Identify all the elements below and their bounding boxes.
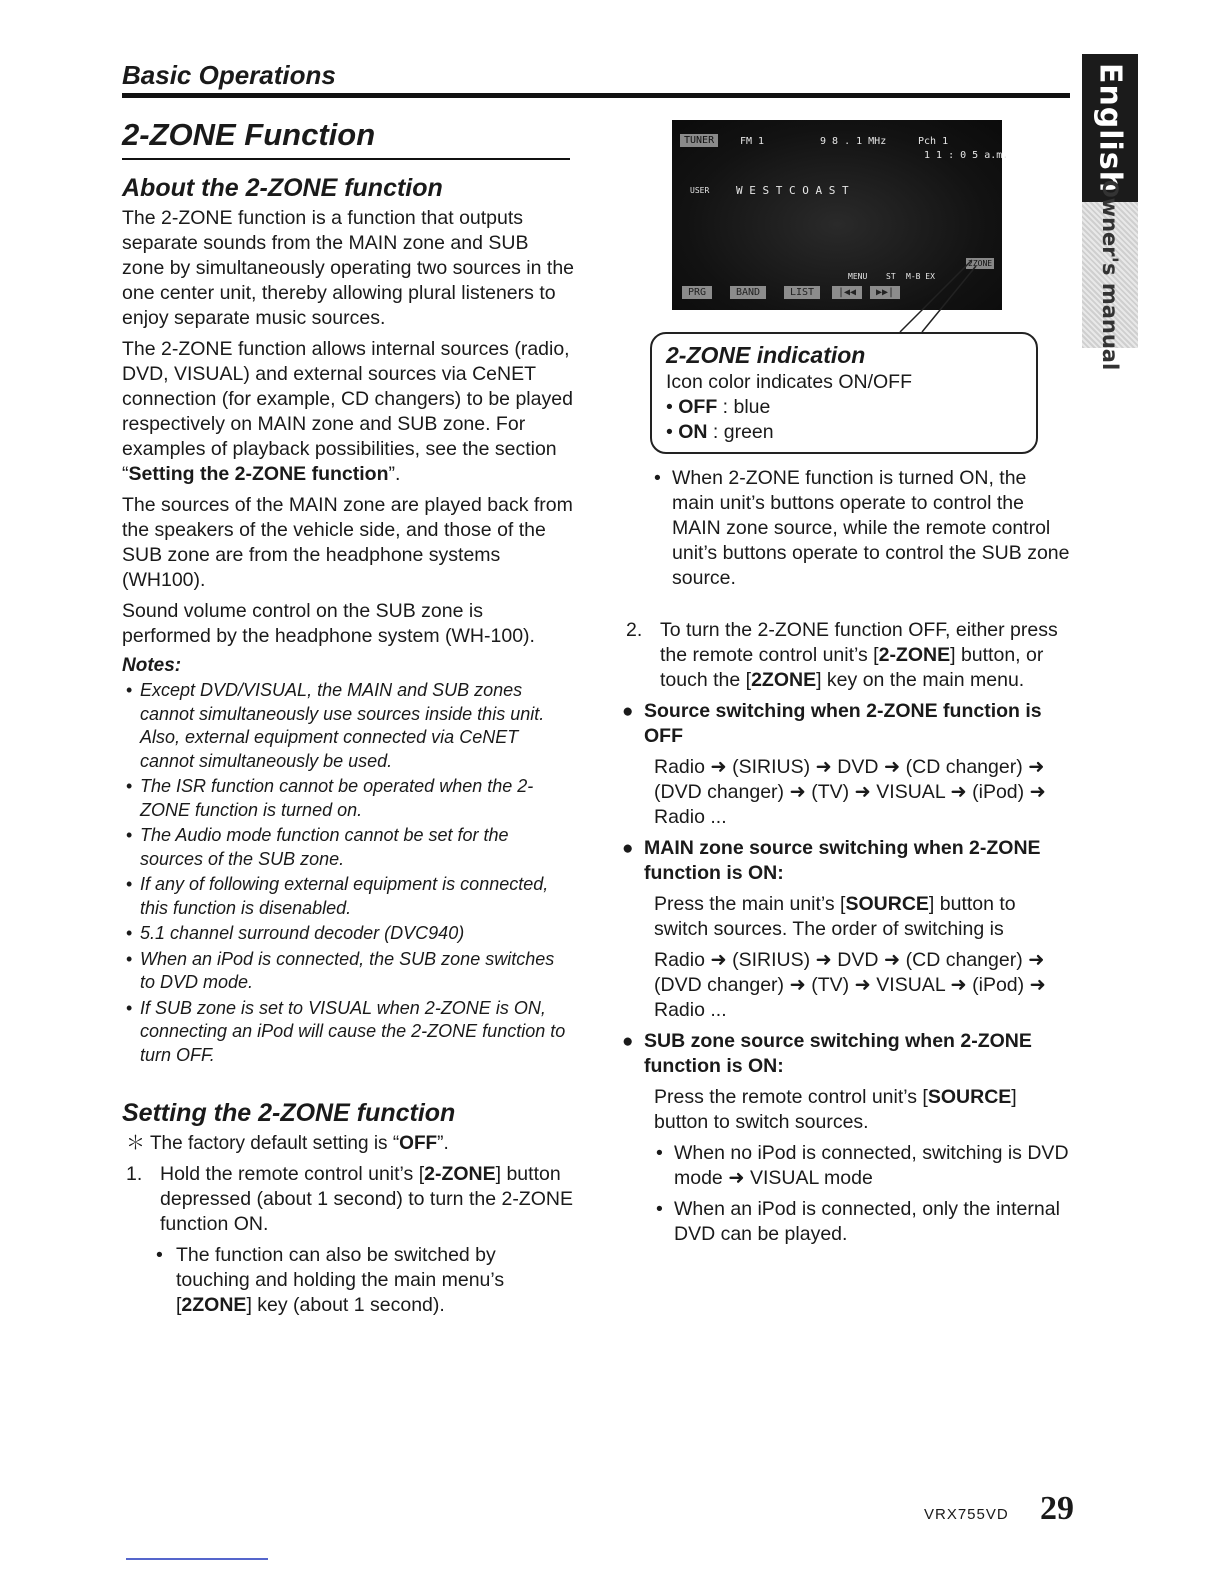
step-1-bullet <box>122 1243 574 1318</box>
sub-on-text-c: ] button to switch sources. <box>654 1086 1017 1133</box>
step-2-key-b: 2ZONE <box>751 669 817 691</box>
step-2-key-a: 2-ZONE <box>878 644 951 666</box>
step-1-number: 1. <box>126 1163 143 1185</box>
screen-preset: Pch 1 <box>918 136 949 147</box>
main-on-sequence: Radio ➜ (SIRIUS) ➜ DVD ➜ (CD changer) ➜ (DVD changer) ➜ (TV) ➜ VISUAL ➜ (iPod) ➜ Radio ... <box>654 949 1046 1021</box>
step-1-bullet-c: ] key (about 1 second). <box>246 1294 445 1316</box>
zone-indication-callout <box>650 332 1038 454</box>
note-item: • Except DVD/VISUAL, the MAIN and SUB zones cannot simultaneously use sources inside this unit. Also, external equipment connected via CeNET cannot simultaneously be used. <box>122 679 574 773</box>
source-off-sequence: Radio ➜ (SIRIUS) ➜ DVD ➜ (CD changer) ➜ (DVD changer) ➜ (TV) ➜ VISUAL ➜ (iPod) ➜ Radio ... <box>654 756 1046 828</box>
main-on-key: SOURCE <box>845 893 929 915</box>
right-column <box>622 618 1072 1253</box>
callout-on-value: : green <box>707 421 774 443</box>
note-item: • If SUB zone is set to VISUAL when 2-ZONE is ON, connecting an iPod will cause the 2-ZONE function to turn OFF. <box>122 997 574 1068</box>
about-paragraph-3: The sources of the MAIN zone are played back from the speakers of the vehicle side, and those of the SUB zone are from the headphone systems (WH100). <box>122 494 573 591</box>
note-item: • When an iPod is connected, the SUB zone switches to DVD mode. <box>122 948 574 995</box>
note-item: • The Audio mode function cannot be set for the sources of the SUB zone. <box>122 824 574 871</box>
callout-line: Icon color indicates ON/OFF <box>666 371 912 393</box>
source-off-heading: ● Source switching when 2-ZONE function is OFF <box>622 699 1072 749</box>
about-p2-end: ”. <box>388 463 401 485</box>
callout-off-value: : blue <box>717 396 771 418</box>
screen-button: PRG <box>682 286 712 299</box>
zone-on-note <box>652 466 1072 591</box>
main-on-text <box>622 892 1072 942</box>
step-1-text-a: Hold the remote control unit’s [ <box>160 1163 425 1185</box>
main-on-text-c: ] button to switch sources. The order of switching is <box>654 893 1016 940</box>
screen-button: LIST <box>784 286 820 299</box>
about-heading: About the 2-ZONE function <box>122 174 443 202</box>
callout-on: • ON : green <box>666 421 774 443</box>
sub-on-bullet: • When an iPod is connected, only the internal DVD can be played. <box>622 1197 1072 1247</box>
default-text: The factory default setting is “ <box>149 1133 400 1154</box>
about-p2-text: The 2-ZONE function allows internal sources (radio, DVD, VISUAL) and external sources via CeNET connection (for example, CD changers) to be played respectively on MAIN zone and SUB zone. For examples of playback possibilities, see the section “ <box>122 338 573 485</box>
step-2-text-e: ] key on the main menu. <box>816 669 1025 691</box>
screen-button: |◀◀ <box>832 286 862 299</box>
screen-button: BAND <box>730 286 766 299</box>
sub-on-text-a: Press the remote control unit’s [ <box>654 1086 928 1108</box>
zone-on-note-text: • When 2-ZONE function is turned ON, the main unit’s buttons operate to control the MAIN zone source, while the remote control unit’s buttons operate to control the SUB zone source. <box>652 466 1072 591</box>
section-header: Basic Operations <box>122 60 336 90</box>
screen-source: TUNER <box>680 134 718 147</box>
note-item: • 5.1 channel surround decoder (DVC940) <box>122 922 574 946</box>
page-title: 2-ZONE Function <box>122 117 376 152</box>
about-p2-link: Setting the 2-ZONE function <box>128 463 389 485</box>
step-1-text <box>160 1162 574 1237</box>
callout-off: • OFF : blue <box>666 396 771 418</box>
sub-on-heading: ● SUB zone source switching when 2-ZONE function is ON: <box>622 1029 1072 1079</box>
about-paragraph-4: Sound volume control on the SUB zone is performed by the headphone system (WH-100). <box>122 600 535 647</box>
step-1-text-c: ] button depressed (about 1 second) to turn the 2-ZONE function ON. <box>160 1163 573 1235</box>
about-paragraph-1: The 2-ZONE function is a function that outputs separate sounds from the MAIN zone and SUB zone by simultaneously operating two sources in the one center unit, thereby allowing plural listeners to enjoy separate music sources. <box>122 207 575 329</box>
screen-time: 1 1 : 0 5 a.m. <box>924 150 1009 161</box>
screen-station: W E S T C O A S T <box>736 184 849 197</box>
screen-st: ST <box>886 272 896 281</box>
step-2-text-c: ] button, or touch the [ <box>660 644 1044 691</box>
factory-default-note: ＊ The factory default setting is “OFF”. <box>126 1133 449 1154</box>
note-item: • If any of following external equipment is connected, this function is disenabled. <box>122 873 574 920</box>
screen-user-label: USER <box>690 186 710 195</box>
note-item: • The ISR function cannot be operated when the 2-ZONE function is turned on. <box>122 775 574 822</box>
step-2-number: 2. <box>626 619 643 641</box>
step-1 <box>122 1162 574 1237</box>
screen-button: ▶▶| <box>870 286 900 299</box>
language-tab-label: English <box>1092 62 1128 194</box>
step-1-key: 2-ZONE <box>424 1163 496 1185</box>
default-end: ”. <box>437 1133 449 1154</box>
step-1-bullet-a: The function can also be switched by touching and holding the main menu’s [ <box>176 1244 505 1316</box>
title-rule <box>122 158 570 160</box>
about-paragraph-2 <box>122 337 574 487</box>
step-1-bullet-key: 2ZONE <box>181 1294 247 1316</box>
footer-rule <box>126 1558 268 1560</box>
callout-pointer <box>880 250 990 340</box>
callout-off-label: OFF <box>678 396 718 418</box>
notes-title: Notes: <box>122 655 182 676</box>
screen-frequency: 9 8 . 1 MHz <box>820 136 887 147</box>
owners-manual-tab-label: Owner's manual <box>1098 179 1122 371</box>
step-2-text-a: To turn the 2-ZONE function OFF, either press the remote control unit’s [ <box>660 619 1058 666</box>
sub-on-bullet: • When no iPod is connected, switching is DVD mode ➜ VISUAL mode <box>622 1141 1072 1191</box>
screen-mbex: M-B EX <box>906 272 935 281</box>
screen-band: FM 1 <box>740 136 765 147</box>
callout-on-label: ON <box>678 421 708 443</box>
screen-2zone-key: 2ZONE <box>968 259 993 268</box>
step-2-text <box>660 618 1072 693</box>
screen-menu: MENU <box>848 272 868 281</box>
callout-title: 2-ZONE indication <box>666 342 866 368</box>
left-column <box>122 116 574 1324</box>
sub-on-key: SOURCE <box>927 1086 1012 1108</box>
footer-model: VRX755VD <box>924 1506 1009 1523</box>
owners-manual-tab <box>1082 179 1138 371</box>
main-on-text-a: Press the main unit’s [ <box>654 893 846 915</box>
main-on-heading: ● MAIN zone source switching when 2-ZONE function is ON: <box>622 836 1072 886</box>
page-number: 29 <box>1040 1490 1074 1527</box>
default-value: OFF <box>399 1133 438 1154</box>
sub-on-text <box>622 1085 1072 1135</box>
notes-list <box>122 679 574 1067</box>
header-rule <box>122 93 1070 98</box>
step-2 <box>622 618 1072 693</box>
setting-heading: Setting the 2-ZONE function <box>122 1099 456 1127</box>
